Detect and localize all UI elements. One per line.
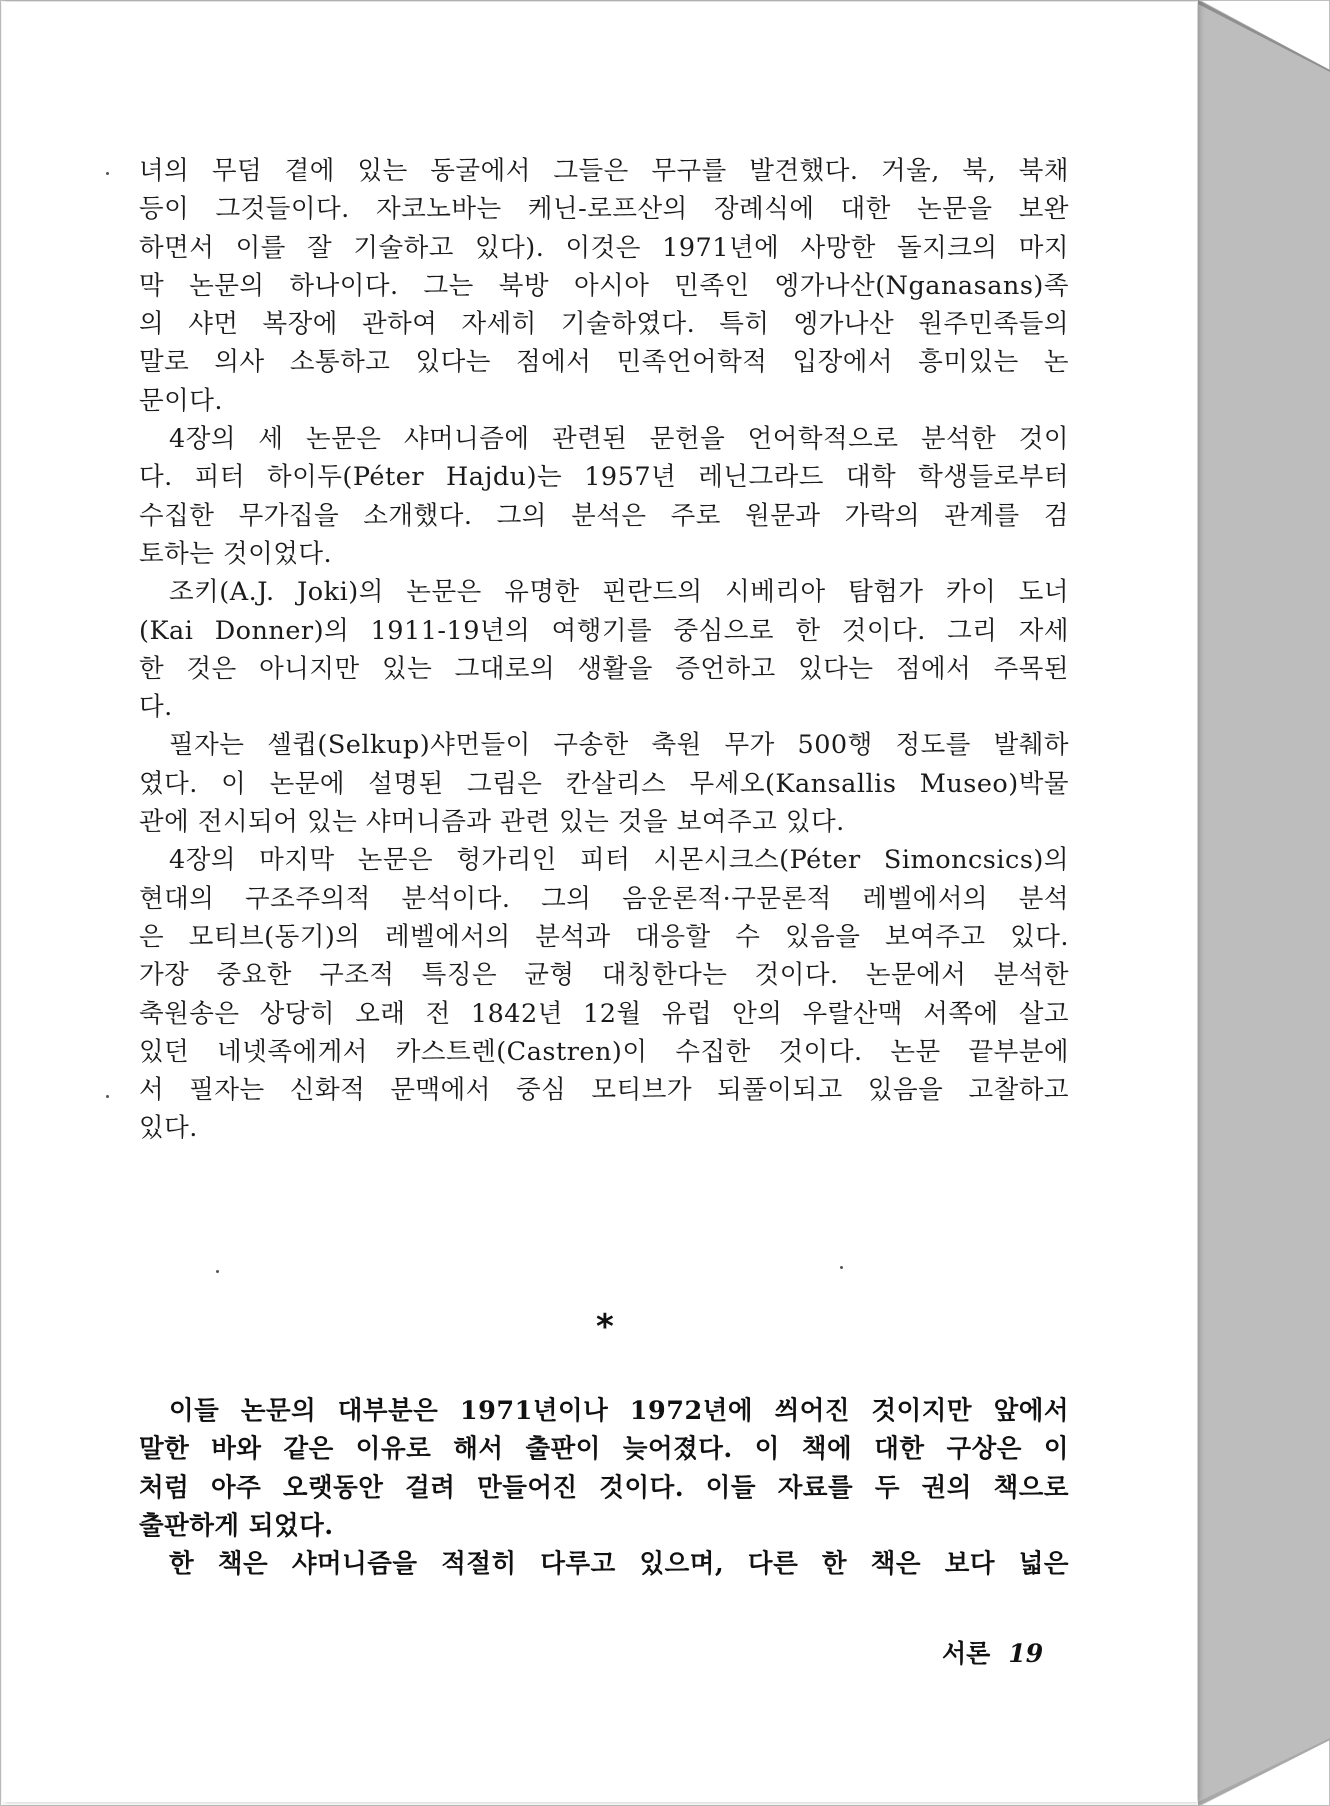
text-line: 였다. 이 논문에 설명된 그림은 칸살리스 무세오(Kansallis Museo)박물	[139, 768, 1069, 799]
text-line: 한 것은 아니지만 있는 그대로의 생활을 증언하고 있다는 점에서 주목된	[139, 653, 1069, 684]
scan-speck	[840, 1266, 843, 1269]
text-line: 4장의 세 논문은 샤머니즘에 관련된 문헌을 언어학적으로 분석한 것이	[169, 424, 1069, 455]
scan-speck	[216, 1270, 219, 1273]
page-number: 19	[1008, 1639, 1044, 1668]
scan-speck	[106, 1095, 109, 1098]
text-line: 한 책은 샤머니즘을 적절히 다루고 있으며, 다른 한 책은 보다 넓은	[169, 1549, 1069, 1580]
text-line: 막 논문의 하나이다. 그는 북방 아시아 민족인 엥가나산(Nganasans)족	[139, 270, 1069, 301]
text-line: 있다.	[139, 1113, 198, 1144]
text-line: 이들 논문의 대부분은 1971년이나 1972년에 씌어진 것이지만 앞에서	[169, 1396, 1069, 1426]
text-line: 현대의 구조주의적 분석이다. 그의 음운론적·구문론적 레벨에서의 분석	[139, 883, 1069, 914]
text-line: 4장의 마지막 논문은 헝가리인 피터 시몬시크스(Péter Simoncsics)의	[169, 845, 1069, 876]
text-line: 서 필자는 신화적 문맥에서 중심 모티브가 되풀이되고 있음을 고찰하고	[139, 1075, 1069, 1106]
footer-section-title: 서론	[942, 1639, 991, 1668]
text-line: 다. 피터 하이두(Péter Hajdu)는 1957년 레닌그라드 대학 학생들로부터	[139, 462, 1069, 493]
text-line: 처럼 아주 오랫동안 걸려 만들어진 것이다. 이들 자료를 두 권의 책으로	[139, 1472, 1069, 1503]
text-line: 말한 바와 같은 이유로 해서 출판이 늦어졌다. 이 책에 대한 구상은 이	[139, 1434, 1069, 1465]
text-line: 녀의 무덤 곁에 있는 동굴에서 그들은 무구를 발견했다. 거울, 북, 북채	[139, 156, 1069, 186]
text-line: 출판하게 되었다.	[139, 1510, 334, 1541]
page-footer	[942, 1634, 1043, 1670]
scan-speck	[106, 172, 109, 175]
text-line: 축원송은 상당히 오래 전 1842년 12월 유럽 안의 우랄산맥 서쪽에 살고	[139, 998, 1069, 1029]
body-text-bottom	[139, 1392, 1069, 1583]
text-line: 수집한 무가집을 소개했다. 그의 분석은 주로 원문과 가락의 관계를 검	[139, 500, 1069, 531]
text-line: 의 샤먼 복장에 관하여 자세히 기술하였다. 특히 엥가나산 원주민족들의	[139, 309, 1069, 340]
text-line: 말로 의사 소통하고 있다는 점에서 민족언어학적 입장에서 흥미있는 논	[139, 347, 1069, 378]
text-line: 가장 중요한 구조적 특징은 균형 대칭한다는 것이다. 논문에서 분석한	[139, 960, 1069, 991]
book-page	[2, 2, 1197, 1802]
text-line: 필자는 셀큅(Selkup)샤먼들이 구송한 축원 무가 500행 정도를 발췌하	[169, 730, 1069, 761]
text-line: 관에 전시되어 있는 샤머니즘과 관련 있는 것을 보여주고 있다.	[139, 807, 845, 838]
body-text-top	[139, 152, 1069, 1148]
book-page-edge	[1198, 0, 1330, 1806]
text-line: 있던 네넷족에게서 카스트렌(Castren)이 수집한 것이다. 논문 끝부분에	[139, 1036, 1069, 1067]
text-line: 토하는 것이었다.	[139, 538, 333, 569]
text-line: 은 모티브(동기)의 레벨에서의 분석과 대응할 수 있음을 보여주고 있다.	[139, 921, 1069, 952]
text-line: 문이다.	[139, 385, 224, 416]
text-line: 다.	[139, 692, 173, 723]
text-line: 조키(A.J. Joki)의 논문은 유명한 핀란드의 시베리아 탐험가 카이 도너	[169, 577, 1069, 608]
text-line: 등이 그것들이다. 자코노바는 케닌-로프산의 장례식에 대한 논문을 보완	[139, 194, 1069, 225]
text-line: (Kai Donner)의 1911-19년의 여행기를 중심으로 한 것이다. 그리 자세	[139, 615, 1069, 646]
section-separator: *	[596, 1307, 614, 1347]
text-line: 하면서 이를 잘 기술하고 있다). 이것은 1971년에 사망한 돌지크의 마지	[139, 232, 1069, 263]
